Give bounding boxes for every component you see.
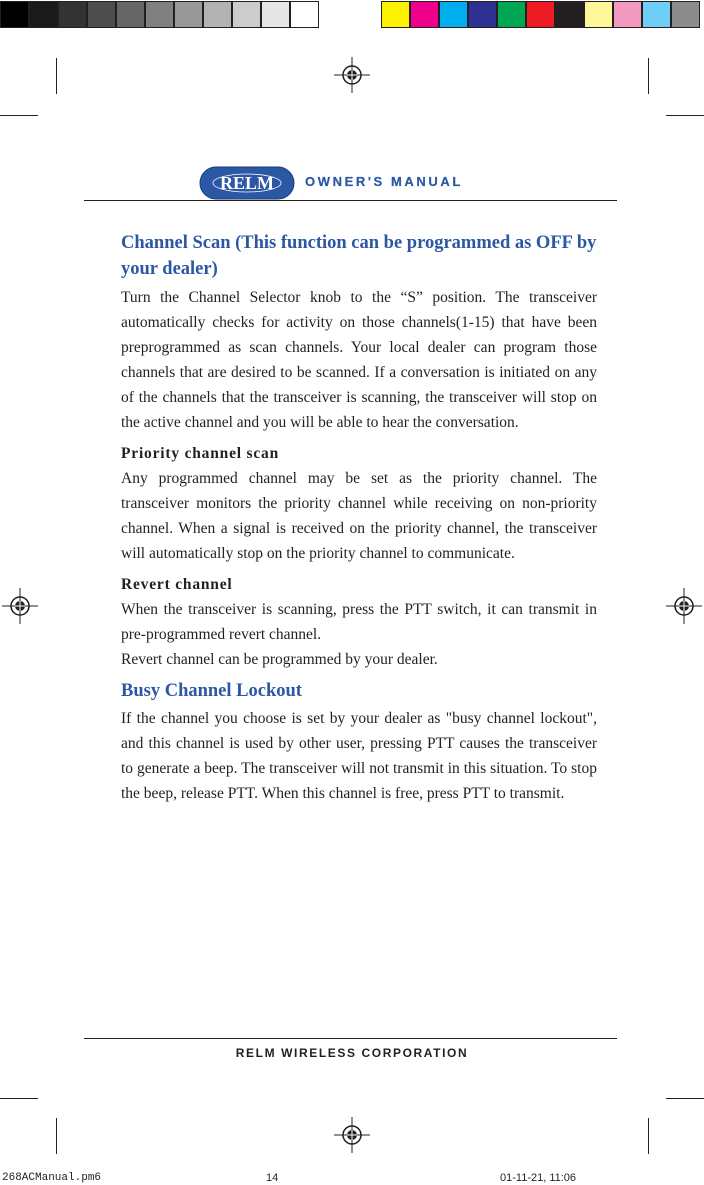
color-swatch <box>0 1 29 28</box>
color-swatch <box>29 1 58 28</box>
registration-target-icon <box>332 55 372 95</box>
priority-body: Any programmed channel may be set as the priority channel. The transceiver monitors the priority channel while receiving on non-priority channel. When a signal is received on the priority channel, the transceiver will automatically stop on the priority channel to communicate. <box>121 470 597 562</box>
color-swatch <box>497 1 526 28</box>
color-swatch <box>58 1 87 28</box>
revert-body-2: Revert channel can be programmed by your dealer. <box>121 651 438 668</box>
busy-body: If the channel you choose is set by your dealer as "busy channel lockout", and this channel is used by other user, pressing PTT causes the transceiver to generate a beep. The transceiver will not transmit in this situation. To stop the beep, release PTT. When this channel is free, press PTT to transmit. <box>121 710 597 802</box>
footer-rule <box>84 1038 617 1039</box>
color-swatch <box>584 1 613 28</box>
relm-logo <box>199 166 295 200</box>
color-swatch <box>381 1 410 28</box>
crop-mark <box>666 1098 704 1099</box>
color-swatch <box>261 1 290 28</box>
revert-body: When the transceiver is scanning, press the PTT switch, it can transmit in pre-programmed revert channel. <box>121 601 597 643</box>
color-swatch <box>203 1 232 28</box>
revert-heading: Revert channel <box>121 576 233 593</box>
busy-heading: Busy Channel Lockout <box>121 681 302 701</box>
registration-target-icon <box>664 586 704 626</box>
color-swatch <box>87 1 116 28</box>
registration-target-icon <box>332 1115 372 1155</box>
color-swatch <box>613 1 642 28</box>
crop-mark <box>56 58 57 94</box>
registration-target-icon <box>0 586 40 626</box>
channel-scan-body: Turn the Channel Selector knob to the “S” position. The transceiver automatically checks for activity on those channels(1-15) that have been preprogrammed as scan channels. Your local dealer can program those channels that are desired to be scanned. If a conversation is initiated on any of the channels that the transceiver is scanning, the transceiver will stop on the active channel and you will be able to hear the conversation. <box>121 289 597 431</box>
color-swatch <box>526 1 555 28</box>
color-swatch <box>410 1 439 28</box>
crop-mark <box>0 115 38 116</box>
slug-page-number: 14 <box>266 1172 279 1184</box>
color-swatch <box>439 1 468 28</box>
gray-calibration-bar <box>0 0 319 31</box>
color-calibration-bar <box>381 0 700 31</box>
slug-filename: 268ACManual.pm6 <box>2 1172 102 1184</box>
slug-timestamp: 01-11-21, 11:06 <box>500 1172 577 1184</box>
crop-mark <box>0 1098 38 1099</box>
page-content <box>121 230 597 806</box>
color-swatch <box>671 1 700 28</box>
header-rule <box>84 200 617 201</box>
crop-mark <box>666 115 704 116</box>
crop-mark <box>648 1118 649 1154</box>
logo-text: RELM <box>220 173 274 193</box>
color-swatch <box>174 1 203 28</box>
color-swatch <box>555 1 584 28</box>
channel-scan-heading: Channel Scan (This function can be programmed as OFF by your dealer) <box>121 233 597 279</box>
crop-mark <box>56 1118 57 1154</box>
color-swatch <box>642 1 671 28</box>
color-swatch <box>468 1 497 28</box>
priority-heading: Priority channel scan <box>121 445 280 462</box>
color-swatch <box>116 1 145 28</box>
color-swatch <box>145 1 174 28</box>
color-swatch <box>232 1 261 28</box>
crop-mark <box>648 58 649 94</box>
color-swatch <box>290 1 319 28</box>
header-title: OWNER'S MANUAL <box>305 174 463 189</box>
footer-title: RELM WIRELESS CORPORATION <box>235 1046 469 1060</box>
